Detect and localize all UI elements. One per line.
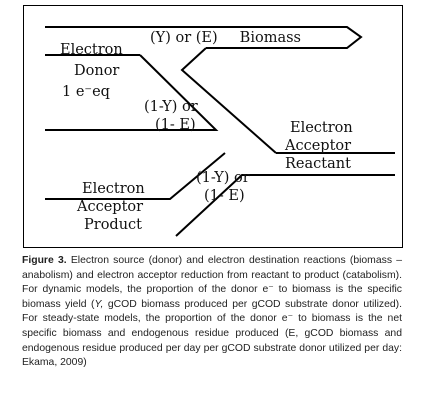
donor-acceptor-fraction-line-1: (1-Y) or bbox=[144, 99, 198, 115]
biomass-fraction: (Y) or (E) bbox=[150, 30, 218, 46]
donor-acceptor-fraction-line-2: (1- E) bbox=[155, 117, 196, 133]
figure-label: Figure 3. bbox=[22, 255, 67, 266]
acceptor-reactant-line-3: Reactant bbox=[285, 156, 351, 172]
biomass-label: Biomass bbox=[239, 30, 301, 46]
donor-to-acceptor-bridge bbox=[45, 130, 144, 160]
biomass-fraction-label bbox=[150, 30, 301, 46]
acceptor-product-line-3: Product bbox=[84, 217, 142, 233]
donor-label-line-2: Donor bbox=[74, 63, 120, 79]
acceptor-product-line-1: Electron bbox=[82, 181, 145, 197]
yield-symbol: Y, bbox=[94, 298, 104, 310]
caption-text-1: Electron source (donor) and electron destination reactions (biomass – anabolism) and electron acceptor reduction from reactant to product (catabolism). For dynamic models, the proportion of the donor e⁻ to biomass is the specific biomass yield ( bbox=[22, 255, 402, 310]
caption-text-2: gCOD biomass produced per gCOD substrate donor utilized). For steady-state models, the proportion of the donor e⁻ to biomass is the net specific biomass and endogenous residue produced (E, gCOD biomass and endogenous residue produced per day per gCOD substrate donor utilized per day: Ekama, 2009) bbox=[22, 298, 403, 369]
donor-label-line-1: Electron bbox=[60, 42, 123, 58]
acceptor-fraction-line-1: (1-Y) or bbox=[196, 170, 250, 186]
acceptor-fraction-line-2: (1- E) bbox=[204, 188, 245, 204]
donor-label-line-3: 1 e⁻eq bbox=[62, 84, 110, 100]
acceptor-product-line-2: Acceptor bbox=[77, 199, 144, 215]
acceptor-reactant-line-2: Acceptor bbox=[285, 138, 352, 154]
acceptor-reactant-line-1: Electron bbox=[290, 120, 353, 136]
figure-caption bbox=[22, 254, 402, 371]
